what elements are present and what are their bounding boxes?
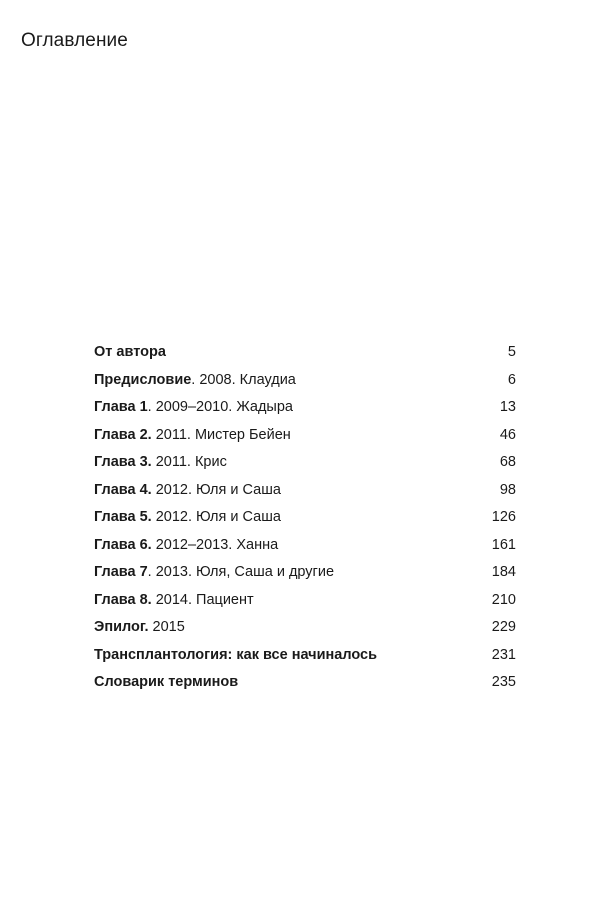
toc-page-number: 6 [507,371,516,388]
toc-entry-suffix: . 2013. Юля, Саша и другие [147,564,335,580]
toc-page-number: 229 [491,619,516,635]
toc-entry [94,372,516,400]
toc-entry-label: Глава 1 [94,399,148,415]
toc-entry-title [94,344,166,360]
toc-entry-title [94,537,278,553]
toc-page-number: 235 [491,674,516,690]
toc-entry-label: Глава 5. [94,509,152,525]
toc-entry-label: Эпилог. [94,619,149,635]
toc-entry-title [94,674,238,690]
toc-page-number: 98 [499,481,516,498]
toc-entry-title [94,592,254,608]
toc-entry-suffix: 2014. Пациент [151,591,254,608]
toc-entry [94,509,516,537]
toc-entry [94,674,516,702]
toc-entry-suffix: 2012. Юля и Саша [151,481,281,498]
toc-entry-suffix: 2012. Юля и Саша [151,509,281,525]
toc-entry-label: Глава 6. [94,536,152,553]
toc-page-number: 210 [491,591,516,608]
toc-entry [94,454,516,482]
toc-entry [94,619,516,647]
toc-page-number: 126 [491,509,516,525]
toc-entry-label: Глава 2. [94,426,152,443]
toc-entry [94,344,516,372]
toc-entry [94,592,516,620]
toc-entry-title [94,454,227,470]
table-of-contents [94,344,516,702]
toc-page-number: 68 [499,454,516,470]
toc-page-number: 184 [491,564,516,580]
toc-entry-label: Глава 3. [94,454,152,470]
toc-entry-suffix: 2011. Крис [151,454,227,470]
toc-entry-suffix: 2011. Мистер Бейен [151,426,291,443]
toc-entry [94,537,516,565]
toc-entry-label: Глава 7 [94,564,148,580]
toc-entry-label: Предисловие [94,371,192,388]
toc-entry-label: Трансплантология: как все начиналось [94,646,377,663]
toc-entry [94,482,516,510]
toc-entry [94,399,516,427]
toc-entry-title [94,647,377,663]
toc-entry-title [94,399,293,415]
toc-entry-label: От автора [94,344,166,360]
toc-entry-suffix: 2015 [148,619,185,635]
toc-page-number: 46 [499,426,516,443]
toc-entry-title [94,509,281,525]
toc-entry-title [94,482,281,498]
toc-entry [94,564,516,592]
toc-entry-title [94,427,291,443]
toc-page-number: 231 [491,646,516,663]
toc-entry-label: Словарик терминов [94,674,239,690]
toc-entry [94,427,516,455]
toc-entry-title [94,372,296,388]
toc-page-number: 5 [507,344,516,360]
toc-entry-suffix: 2012–2013. Ханна [151,536,279,553]
toc-entry-suffix: . 2009–2010. Жадыра [147,399,293,415]
toc-page-number: 13 [499,399,516,415]
toc-page-number: 161 [491,536,516,553]
toc-entry-title [94,619,185,635]
toc-entry-label: Глава 4. [94,481,152,498]
toc-entry-suffix: . 2008. Клаудиа [191,371,296,388]
toc-entry [94,647,516,675]
page-title: Оглавление [21,30,128,51]
toc-entry-title [94,564,334,580]
toc-entry-label: Глава 8. [94,591,152,608]
